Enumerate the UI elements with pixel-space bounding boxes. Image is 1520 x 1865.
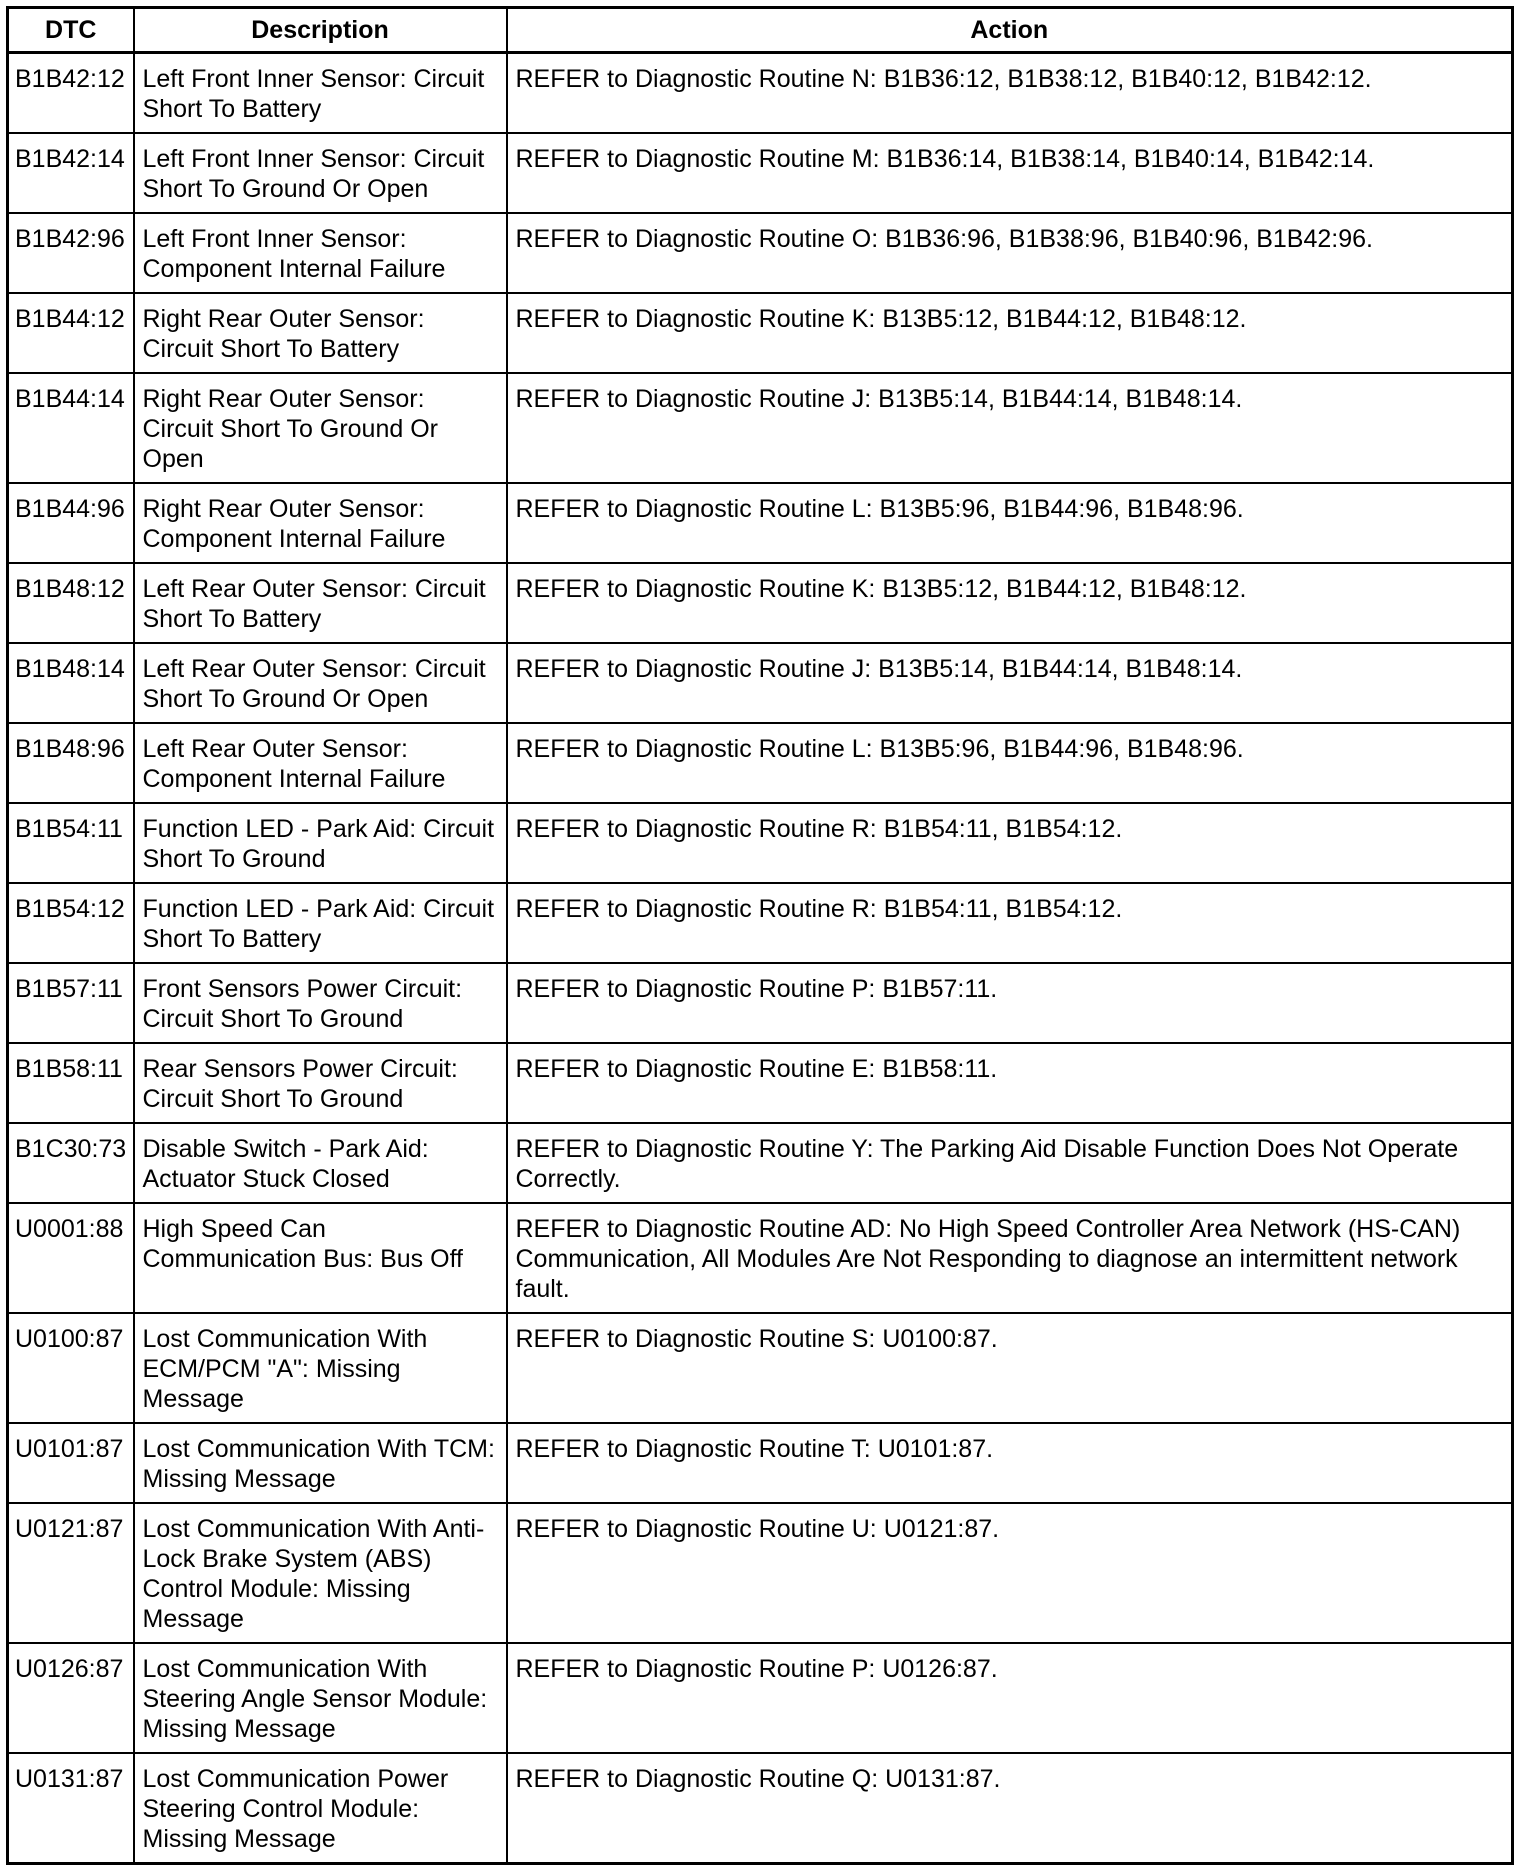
table-row	[8, 563, 1513, 643]
dtc-description: Lost Communication With Anti-Lock Brake System (ABS) Control Module: Missing Message	[134, 1503, 507, 1643]
table-body	[8, 53, 1513, 1864]
dtc-description: Function LED - Park Aid: Circuit Short To Ground	[134, 803, 507, 883]
dtc-description: Left Front Inner Sensor: Component Internal Failure	[134, 213, 507, 293]
dtc-code: B1B42:96	[8, 213, 134, 293]
dtc-description: Lost Communication With Steering Angle Sensor Module: Missing Message	[134, 1643, 507, 1753]
dtc-action: REFER to Diagnostic Routine M: B1B36:14, B1B38:14, B1B40:14, B1B42:14.	[507, 133, 1513, 213]
dtc-description: Function LED - Park Aid: Circuit Short To Battery	[134, 883, 507, 963]
dtc-action: REFER to Diagnostic Routine Q: U0131:87.	[507, 1753, 1513, 1864]
table-row	[8, 1423, 1513, 1503]
dtc-action: REFER to Diagnostic Routine S: U0100:87.	[507, 1313, 1513, 1423]
table-row	[8, 53, 1513, 134]
dtc-action: REFER to Diagnostic Routine L: B13B5:96, B1B44:96, B1B48:96.	[507, 483, 1513, 563]
table-row	[8, 213, 1513, 293]
dtc-description: Lost Communication Power Steering Control Module: Missing Message	[134, 1753, 507, 1864]
dtc-code: B1B42:14	[8, 133, 134, 213]
dtc-table	[6, 6, 1514, 1865]
dtc-action: REFER to Diagnostic Routine T: U0101:87.	[507, 1423, 1513, 1503]
table-row	[8, 1753, 1513, 1864]
dtc-action: REFER to Diagnostic Routine E: B1B58:11.	[507, 1043, 1513, 1123]
dtc-description: Right Rear Outer Sensor: Circuit Short To Ground Or Open	[134, 373, 507, 483]
table-row	[8, 883, 1513, 963]
dtc-code: U0001:88	[8, 1203, 134, 1313]
header-description: Description	[134, 8, 507, 53]
dtc-code: B1B44:12	[8, 293, 134, 373]
dtc-code: B1B42:12	[8, 53, 134, 134]
table-row	[8, 293, 1513, 373]
dtc-code: B1B48:14	[8, 643, 134, 723]
dtc-code: B1B58:11	[8, 1043, 134, 1123]
table-row	[8, 803, 1513, 883]
dtc-action: REFER to Diagnostic Routine U: U0121:87.	[507, 1503, 1513, 1643]
dtc-description: Left Rear Outer Sensor: Circuit Short To Battery	[134, 563, 507, 643]
dtc-code: U0100:87	[8, 1313, 134, 1423]
dtc-action: REFER to Diagnostic Routine J: B13B5:14, B1B44:14, B1B48:14.	[507, 373, 1513, 483]
dtc-code: B1B48:96	[8, 723, 134, 803]
header-row	[8, 8, 1513, 53]
table-row	[8, 133, 1513, 213]
table-row	[8, 723, 1513, 803]
dtc-action: REFER to Diagnostic Routine K: B13B5:12, B1B44:12, B1B48:12.	[507, 293, 1513, 373]
dtc-code: U0101:87	[8, 1423, 134, 1503]
dtc-code: B1B54:11	[8, 803, 134, 883]
dtc-code: U0121:87	[8, 1503, 134, 1643]
table-header	[8, 8, 1513, 53]
dtc-description: Disable Switch - Park Aid: Actuator Stuck Closed	[134, 1123, 507, 1203]
dtc-action: REFER to Diagnostic Routine J: B13B5:14, B1B44:14, B1B48:14.	[507, 643, 1513, 723]
table-row	[8, 1203, 1513, 1313]
table-row	[8, 1123, 1513, 1203]
table-row	[8, 1313, 1513, 1423]
dtc-action: REFER to Diagnostic Routine K: B13B5:12, B1B44:12, B1B48:12.	[507, 563, 1513, 643]
dtc-description: Left Rear Outer Sensor: Circuit Short To Ground Or Open	[134, 643, 507, 723]
table-row	[8, 373, 1513, 483]
dtc-code: B1B54:12	[8, 883, 134, 963]
dtc-code: B1B44:14	[8, 373, 134, 483]
dtc-description: Right Rear Outer Sensor: Component Internal Failure	[134, 483, 507, 563]
dtc-description: Front Sensors Power Circuit: Circuit Short To Ground	[134, 963, 507, 1043]
dtc-description: Left Front Inner Sensor: Circuit Short To Battery	[134, 53, 507, 134]
table-row	[8, 1503, 1513, 1643]
dtc-description: Lost Communication With TCM: Missing Message	[134, 1423, 507, 1503]
dtc-action: REFER to Diagnostic Routine AD: No High Speed Controller Area Network (HS-CAN) Communication, All Modules Are Not Responding to diagnose an intermittent network fault.	[507, 1203, 1513, 1313]
dtc-code: B1C30:73	[8, 1123, 134, 1203]
dtc-action: REFER to Diagnostic Routine N: B1B36:12, B1B38:12, B1B40:12, B1B42:12.	[507, 53, 1513, 134]
dtc-description: Left Rear Outer Sensor: Component Internal Failure	[134, 723, 507, 803]
dtc-action: REFER to Diagnostic Routine R: B1B54:11, B1B54:12.	[507, 883, 1513, 963]
dtc-code: B1B48:12	[8, 563, 134, 643]
dtc-action: REFER to Diagnostic Routine R: B1B54:11, B1B54:12.	[507, 803, 1513, 883]
dtc-action: REFER to Diagnostic Routine L: B13B5:96, B1B44:96, B1B48:96.	[507, 723, 1513, 803]
table-row	[8, 483, 1513, 563]
dtc-code: B1B44:96	[8, 483, 134, 563]
table-row	[8, 963, 1513, 1043]
dtc-description: High Speed Can Communication Bus: Bus Off	[134, 1203, 507, 1313]
table-row	[8, 1043, 1513, 1123]
dtc-action: REFER to Diagnostic Routine P: U0126:87.	[507, 1643, 1513, 1753]
dtc-code: U0126:87	[8, 1643, 134, 1753]
dtc-description: Right Rear Outer Sensor: Circuit Short To Battery	[134, 293, 507, 373]
table-row	[8, 643, 1513, 723]
dtc-action: REFER to Diagnostic Routine Y: The Parking Aid Disable Function Does Not Operate Correctly.	[507, 1123, 1513, 1203]
header-action: Action	[507, 8, 1513, 53]
dtc-code: U0131:87	[8, 1753, 134, 1864]
header-dtc: DTC	[8, 8, 134, 53]
dtc-action: REFER to Diagnostic Routine P: B1B57:11.	[507, 963, 1513, 1043]
dtc-description: Rear Sensors Power Circuit: Circuit Short To Ground	[134, 1043, 507, 1123]
dtc-action: REFER to Diagnostic Routine O: B1B36:96, B1B38:96, B1B40:96, B1B42:96.	[507, 213, 1513, 293]
dtc-description: Left Front Inner Sensor: Circuit Short To Ground Or Open	[134, 133, 507, 213]
dtc-description: Lost Communication With ECM/PCM "A": Missing Message	[134, 1313, 507, 1423]
table-row	[8, 1643, 1513, 1753]
dtc-code: B1B57:11	[8, 963, 134, 1043]
